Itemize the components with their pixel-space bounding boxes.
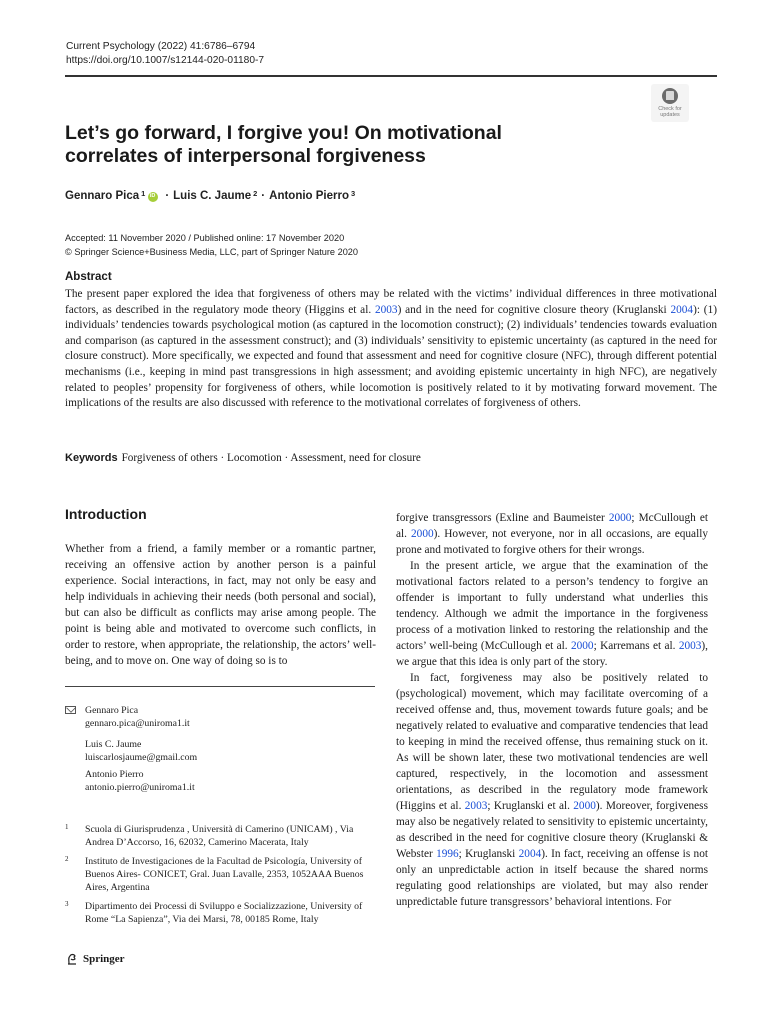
check-updates-label: Check for <box>658 106 682 112</box>
text: ). In fact, receiving an offense is not only an unpredictable action in itself because the shared norms regulating good relationships are violated, but may also render unpredictable future transgressors’ behavioral intentions. For <box>396 848 708 908</box>
text: ). However, not everyone, nor in all occasions, are equally prone and motivated to forgive others for their wrongs. <box>396 528 708 556</box>
article-title <box>65 122 625 168</box>
abstract-text: ): (1) individuals’ tendencies towards psychological motion (as captured in the locomotion construct); (2) individuals’ tendencies towards evaluation and comparison (as captured in the assessment construct); and (3) individuals’ sensitivity to epistemic uncertainty (as captured in the need for closure construct). More specifically, we expected and found that assessment and need for cognitive closure (NFC), through different potential mechanisms (i.e., keeping in mind past transgressions in high assessment; and avoiding epistemic uncertainty in high NFC), are negatively related to peoples’ propensity for forgiveness of others, while locomotion is positively related to it by motivating forward movement. The implications of the results are also discussed with reference to the motivational correlates of forgiveness of others. <box>65 303 717 410</box>
citation-link[interactable]: 2004 <box>518 848 542 860</box>
check-updates-label-2: updates <box>660 112 680 118</box>
author-name[interactable]: Gennaro Pica <box>65 190 140 202</box>
intro-paragraph <box>396 558 708 670</box>
contact-entry <box>85 768 365 795</box>
title-line-2: correlates of interpersonal forgiveness <box>65 145 426 167</box>
footnote-rule <box>65 686 375 687</box>
intro-right-column <box>396 510 708 910</box>
publication-dates <box>65 232 358 259</box>
text: ; Karremans et al. <box>593 640 679 652</box>
contact-email[interactable]: gennaro.pica@uniroma1.it <box>85 718 190 730</box>
citation-link[interactable]: 1996 <box>436 848 459 860</box>
crossmark-icon <box>662 88 678 104</box>
text: ; McCullough et al. <box>396 512 708 540</box>
contact-name: Luis C. Jaume <box>85 739 142 750</box>
citation-link[interactable]: 2003 <box>464 800 488 812</box>
intro-paragraph <box>396 670 708 910</box>
keywords-text: Forgiveness of others · Locomotion · Assessment, need for closure <box>121 452 421 464</box>
text: In the present article, we argue that the examination of the motivational factors related to a person’s tendency to forgive an offender is important to fully understand what underlies this tendency. Although we admit the importance in the forgiveness process of a motivation linked to restoring the relationship and the actors’ well-being (McCullough et al. <box>396 560 708 652</box>
affil-marker: 2 <box>253 189 258 198</box>
abstract-heading: Abstract <box>65 271 112 283</box>
affiliation-1 <box>65 823 377 851</box>
check-for-updates-button[interactable] <box>651 84 689 122</box>
title-line-1: Let’s go forward, I forgive you! On motivational <box>65 122 502 144</box>
introduction-heading: Introduction <box>65 506 147 522</box>
citation-link[interactable]: 2000 <box>573 800 596 812</box>
citation-link[interactable]: 2000 <box>411 528 434 540</box>
contact-email[interactable]: antonio.pierro@uniroma1.it <box>85 782 195 794</box>
copyright-line: © Springer Science+Business Media, LLC, part of Springer Nature 2020 <box>65 246 359 257</box>
affiliation-number: 1 <box>65 823 69 831</box>
contact-entry <box>85 738 365 765</box>
intro-left-column <box>65 541 376 669</box>
intro-paragraph: Whether from a friend, a family member or a romantic partner, receiving an offensive action by another person is a painful experience. Social interactions, in fact, may not only be easy and help individuals in achieving their needs (both personal and social), but can also be difficult as conflicts may arise among people. The point is being able and motivated to overcome such conflicts, in order to restore, when appropriate, the relationship, the actors’ well-being, and to move on. One way of doing so is to <box>65 543 376 667</box>
keywords-label: Keywords <box>65 452 118 464</box>
contact-name: Antonio Pierro <box>85 769 144 780</box>
text: ), we argue that this idea is only part of the story. <box>396 640 708 668</box>
text: ). Moreover, forgiveness may also be negatively related to sensitivity to epistemic uncertainty, as described in the need for cognitive closure theory (Kruglanski & Webster <box>396 800 708 860</box>
abstract-text: ) and in the need for cognitive closure theory (Kruglanski <box>397 303 671 316</box>
affil-marker: 3 <box>351 189 356 198</box>
text: ; Kruglanski <box>458 848 519 860</box>
citation-link[interactable]: 2004 <box>670 303 694 316</box>
affiliation-3 <box>65 900 377 928</box>
journal-citation: Current Psychology (2022) 41:6786–6794 <box>66 41 256 52</box>
contact-name: Gennaro Pica <box>85 705 139 716</box>
springer-logo <box>65 952 125 966</box>
correspondence-block <box>65 704 377 794</box>
citation-link[interactable]: 2003 <box>374 303 398 316</box>
springer-horse-icon <box>65 952 79 966</box>
author-separator: · <box>165 190 170 202</box>
orcid-icon[interactable] <box>148 192 158 202</box>
envelope-icon <box>65 706 76 714</box>
intro-paragraph <box>396 510 708 558</box>
author-separator: · <box>261 190 266 202</box>
contact-email[interactable]: luiscarlosjaume@gmail.com <box>85 752 198 764</box>
citation-link[interactable]: 2000 <box>570 640 594 652</box>
text: ; Kruglanski et al. <box>487 800 574 812</box>
affiliation-text: Instituto de Investigaciones de la Facultad de Psicología, University of Buenos Aires- CONICET, Gral. Juan Lavalle, 2353, 1052AAA Buenos Aires, Argentina <box>85 856 364 894</box>
author-name[interactable]: Luis C. Jaume <box>173 190 252 202</box>
keywords <box>65 452 421 464</box>
author-list <box>65 190 355 202</box>
doi-link[interactable]: https://doi.org/10.1007/s12144-020-01180-7 <box>66 55 265 66</box>
header-rule <box>65 75 717 77</box>
dates-line: Accepted: 11 November 2020 / Published online: 17 November 2020 <box>65 233 345 243</box>
author-name[interactable]: Antonio Pierro <box>269 190 350 202</box>
affil-marker: 1 <box>141 189 146 198</box>
text: In fact, forgiveness may also be positively related to (psychological) movement, which may facilitate overcoming of a received offense and, thus, movement towards future goals; and be negatively related to evaluative and comparative tendencies that lead to keeping in mind the received offense, thus remaining stuck on it. As will be shown later, these two motivational tendencies are well captured, respectively, in the locomotion and assessment orientations, as described in the regulatory mode framework (Higgins et al. <box>396 672 708 812</box>
text: forgive transgressors (Exline and Baumeister <box>396 512 609 524</box>
contact-entry <box>85 704 365 731</box>
citation-link[interactable]: 2000 <box>608 512 632 524</box>
citation-link[interactable]: 2003 <box>678 640 702 652</box>
abstract-body <box>65 287 717 412</box>
affiliation-number: 2 <box>65 855 69 863</box>
affiliation-text: Scuola di Giurisprudenza , Università di Camerino (UNICAM) , Via Andrea D’Accorso, 16, 62032, Camerino Macerata, Italy <box>85 824 354 849</box>
affiliation-2 <box>65 855 377 897</box>
abstract-text: The present paper explored the idea that forgiveness of others may be related with the victims’ individual differences in three motivational factors, as described in the regulatory mode theory (Higgins et al. <box>65 288 717 316</box>
affiliation-text: Dipartimento dei Processi di Sviluppo e Socializzazione, University of Rome “La Sapienza”, Via dei Marsi, 78, 00185 Rome, Italy <box>85 901 363 926</box>
publisher-name: Springer <box>83 953 125 965</box>
affiliation-number: 3 <box>65 900 69 908</box>
